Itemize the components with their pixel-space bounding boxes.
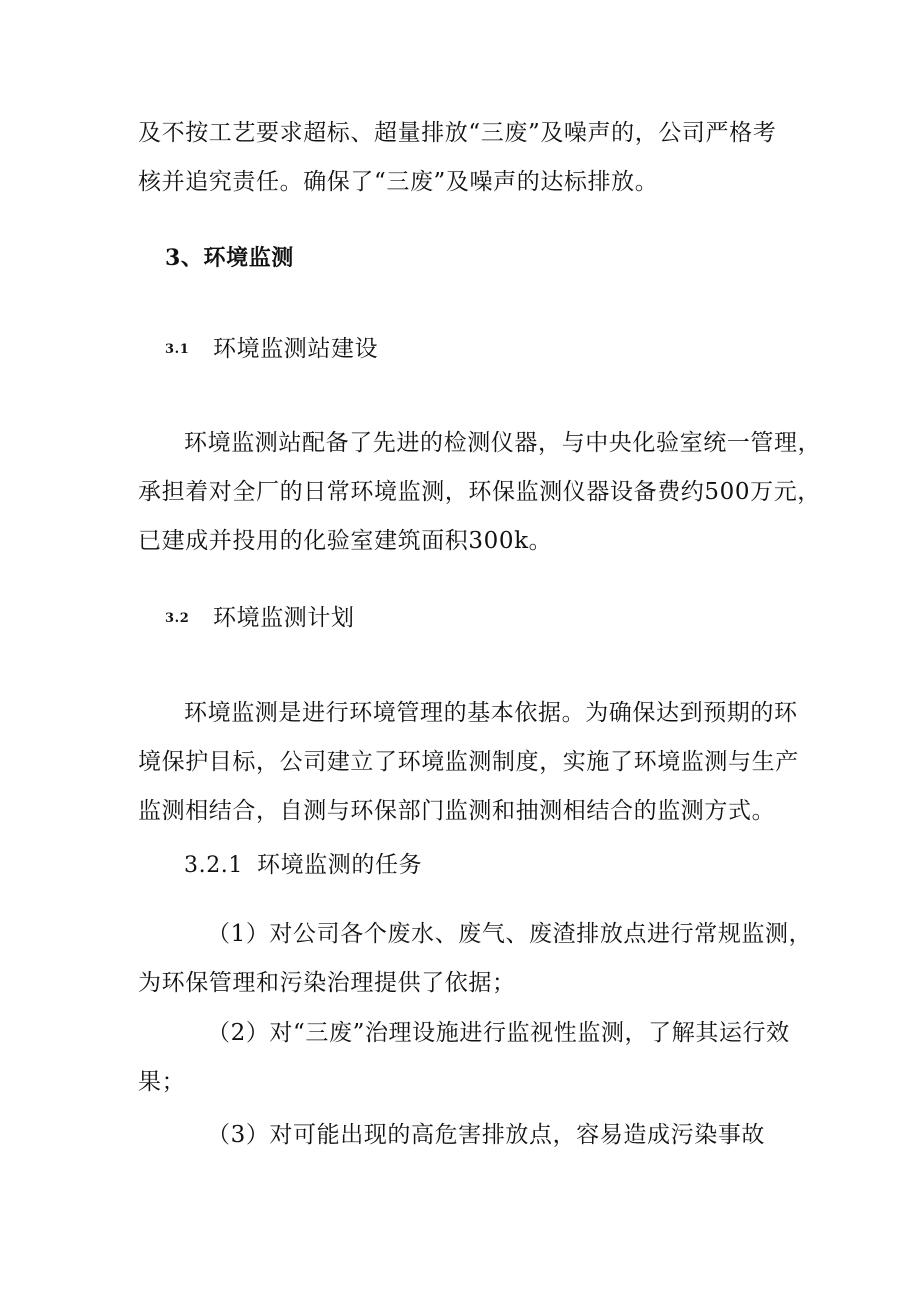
paragraph-line: 环境监测是进行环境管理的基本依据。为确保达到预期的环: [184, 700, 798, 726]
subsection-number: 3.2: [165, 611, 190, 626]
list-item-line: （1）对公司各个废水、废气、废渣排放点进行常规监测，: [207, 921, 813, 947]
subsection-title: 环境监测站建设: [213, 336, 379, 362]
paragraph-line: 承担着对全厂的日常环境监测，环保监测仪器设备费约500万元，: [138, 479, 821, 505]
subsubsection-heading-3-2-1: [184, 850, 422, 881]
paragraph-line: 及不按工艺要求超标、超量排放“三废”及噪声的，公司严格考: [138, 120, 777, 146]
paragraph-line: 环境监测站配备了先进的检测仪器，与中央化验室统一管理，: [184, 430, 822, 456]
subsection-heading-3-2: [165, 603, 355, 634]
subsubsection-number: 3.2.1: [184, 853, 243, 878]
section-heading-3: 3、环境监测: [165, 245, 294, 271]
subsection-number: 3.1: [165, 342, 190, 357]
list-item-line: （2）对“三废”治理设施进行监视性监测，了解其运行效: [207, 1020, 790, 1046]
subsection-heading-3-1: [165, 334, 378, 365]
paragraph-line: 监测相结合，自测与环保部门监测和抽测相结合的监测方式。: [138, 798, 776, 824]
paragraph-line: 核并追究责任。确保了“三废”及噪声的达标排放。: [138, 169, 659, 195]
paragraph-line: 境保护目标，公司建立了环境监测制度，实施了环境监测与生产: [138, 749, 799, 775]
list-item-line: 为环保管理和污染治理提供了依据；: [138, 970, 516, 996]
subsection-title: 环境监测计划: [213, 605, 355, 631]
list-item-line: （3）对可能出现的高危害排放点，容易造成污染事故: [207, 1122, 766, 1148]
paragraph-line: 已建成并投用的化验室建筑面积300k。: [138, 528, 553, 554]
subsubsection-title: 环境监测的任务: [256, 852, 423, 878]
list-item-line: 果；: [138, 1069, 186, 1095]
